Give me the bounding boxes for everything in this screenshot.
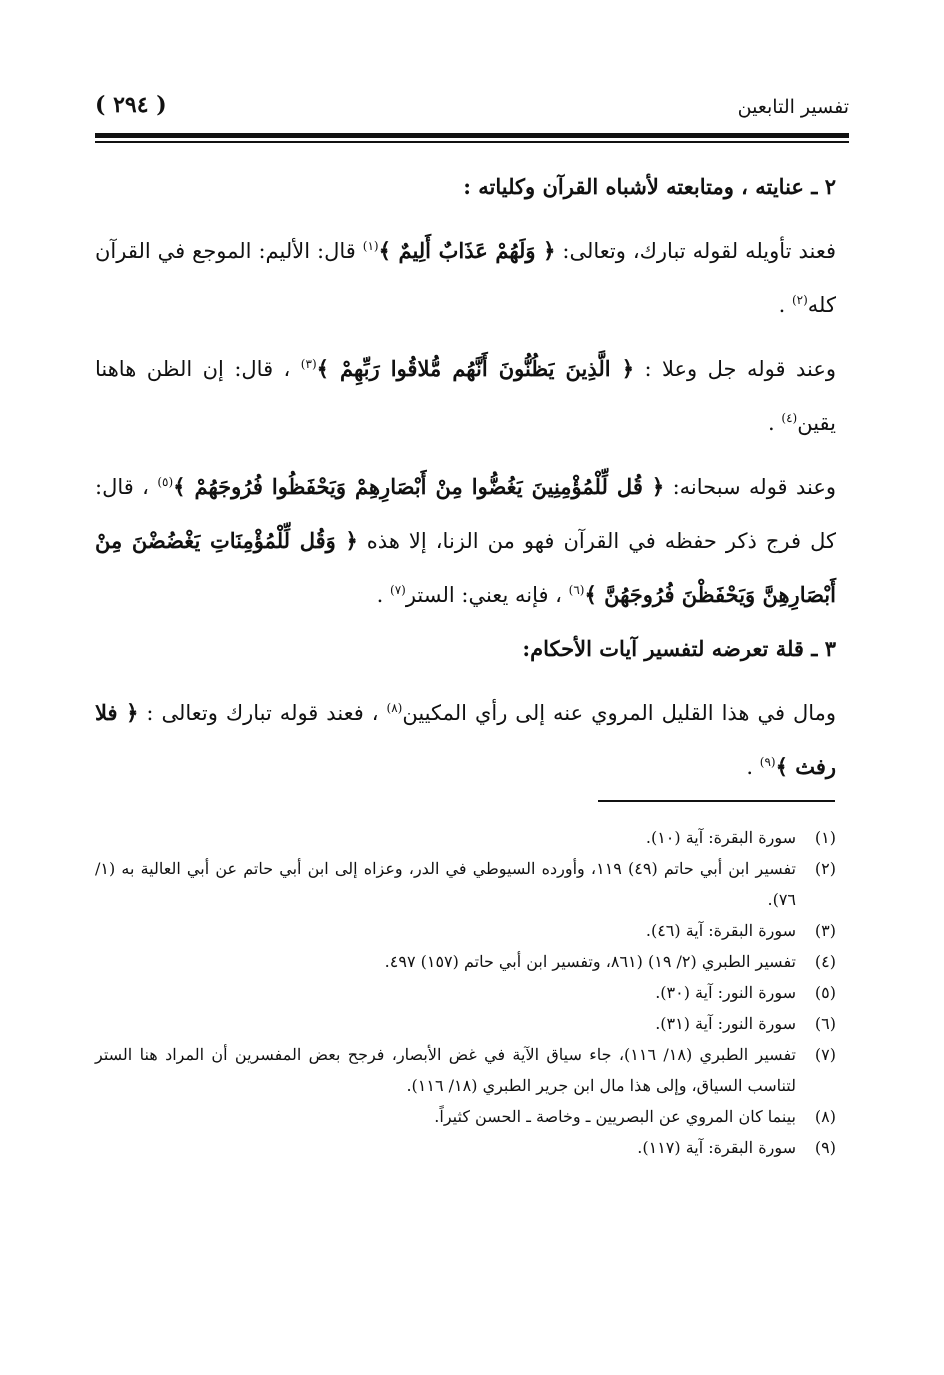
footnote-ref: (٥) xyxy=(157,475,174,489)
footnote-number: (٩) xyxy=(814,1138,836,1157)
footnote-number: (٤) xyxy=(814,952,836,971)
footnote xyxy=(95,822,836,853)
footnote xyxy=(95,915,836,946)
footnote-number: (٨) xyxy=(814,1107,836,1126)
footnote-ref: (٦) xyxy=(568,583,585,597)
footnote xyxy=(95,946,836,977)
header-rule-thin xyxy=(95,141,849,143)
footnote-ref: (٣) xyxy=(300,357,317,371)
footnote xyxy=(95,1101,836,1132)
footnote-ref: (٩) xyxy=(759,755,776,769)
footnotes xyxy=(95,822,836,1163)
quran-verse: ﴿ قُل لِّلْمُؤْمِنِينَ يَغُضُّوا مِنْ أَبْصَارِهِمْ وَيَحْفَظُوا فُرُوجَهُمْ ﴾ xyxy=(173,474,665,499)
paragraph-4-text: ، فعند قوله تبارك وتعالى : xyxy=(138,701,387,725)
paragraph-3-text: وعند قوله سبحانه: xyxy=(664,475,837,499)
footnote-number: (٥) xyxy=(814,983,836,1002)
paragraph-4-text: . xyxy=(746,755,760,779)
footnote-number: (٢) xyxy=(814,859,836,878)
paragraph-3-text: ، فإنه يعني: الستر xyxy=(405,583,569,607)
footnote-text: تفسير ابن أبي حاتم (٤٩) ١١٩، وأورده السيوطي في الدر، وعزاه إلى ابن أبي حاتم عن أبي العالية به (١/ ٧٦). xyxy=(95,859,797,909)
footnote-ref: (١) xyxy=(362,239,379,253)
paragraph-3-text: ، قال: كل فرج ذكر حفظه في القرآن فهو من الزنا، إلا هذه xyxy=(95,475,836,553)
paragraph-1-text: . xyxy=(778,293,792,317)
section-heading-2: ٢ ـ عنايته ، ومتابعته لأشباه القرآن وكلياته : xyxy=(463,174,836,199)
section-heading-3: ٣ ـ قلة تعرضه لتفسير آيات الأحكام: xyxy=(522,636,836,661)
footnote xyxy=(95,1039,836,1101)
footnote-text: بينما كان المروي عن البصريين ـ وخاصة ـ الحسن كثيراً. xyxy=(434,1107,796,1126)
footnote-ref: (٧) xyxy=(390,583,406,597)
footnote-text: سورة البقرة: آية (١١٧). xyxy=(637,1138,796,1157)
main-text xyxy=(95,160,836,794)
quran-verse: ﴿ فلا رفث ﴾ xyxy=(95,700,836,779)
footnote-text: سورة النور: آية (٣٠). xyxy=(655,983,796,1002)
footnote-number: (١) xyxy=(814,828,836,847)
paragraph-3-text: . xyxy=(376,583,390,607)
footnote-text: تفسير الطبري (١٨/ ١١٦)، جاء سياق الآية في غض الأبصار، فرجح بعض المفسرين أن المراد هنا الستر لتناسب السياق، وإلى هذا مال ابن جرير الطبري (١٨/ ١١٦). xyxy=(95,1045,796,1095)
running-title: تفسير التابعين xyxy=(737,96,849,118)
quran-verse: ﴿ وَقُل لِّلْمُؤْمِنَاتِ يَغْضُضْنَ مِنْ أَبْصَارِهِنَّ وَيَحْفَظْنَ فُرُوجَهُنَّ ﴾ xyxy=(95,528,836,607)
footnote xyxy=(95,977,836,1008)
footnote xyxy=(95,1008,836,1039)
paragraph-4 xyxy=(95,686,836,794)
paragraph-2 xyxy=(95,342,836,450)
paragraph-1 xyxy=(95,224,836,332)
page-header xyxy=(95,90,849,130)
footnote-number: (٣) xyxy=(814,921,836,940)
footnote-ref: (٤) xyxy=(781,411,798,425)
header-rule-thick xyxy=(95,133,849,138)
footnote xyxy=(95,1132,836,1163)
paragraph-2-text: . xyxy=(768,411,782,435)
paragraph-1-text: قال: الأليم: الموجع في القرآن كله xyxy=(95,239,836,317)
footnote-text: سورة البقرة: آية (٤٦). xyxy=(645,921,796,940)
footnote-text: سورة النور: آية (٣١). xyxy=(655,1014,796,1033)
paragraph-3 xyxy=(95,460,836,622)
footnote-text: تفسير الطبري (٢/ ١٩) (٨٦١، وتفسير ابن أبي حاتم (١٥٧) ٤٩٧. xyxy=(384,952,796,971)
paragraph-4-text: ومال في هذا القليل المروي عنه إلى رأي المكيين xyxy=(402,701,837,725)
footnote-number: (٧) xyxy=(814,1045,836,1064)
quran-verse: ﴿ وَلَهُمْ عَذَابٌ أَلِيمٌ ﴾ xyxy=(378,238,556,263)
footnote-ref: (٨) xyxy=(386,701,403,715)
footnote xyxy=(95,853,836,915)
paragraph-1-text: فعند تأويله لقوله تبارك، وتعالى: xyxy=(555,239,836,263)
paragraph-2-text: ، قال: إن الظن هاهنا يقين xyxy=(95,357,836,435)
footnote-separator xyxy=(598,800,835,802)
quran-verse: ﴿ الَّذِينَ يَظُنُّونَ أَنَّهُم مُّلاقُوا رَبِّهِمْ ﴾ xyxy=(316,356,634,381)
page-number: ( ٢٩٤ ) xyxy=(95,92,167,118)
footnote-ref: (٢) xyxy=(791,293,808,307)
footnote-text: سورة البقرة: آية (١٠). xyxy=(645,828,796,847)
paragraph-2-text: وعند قوله جل وعلا : xyxy=(634,357,836,381)
footnote-number: (٦) xyxy=(814,1014,836,1033)
